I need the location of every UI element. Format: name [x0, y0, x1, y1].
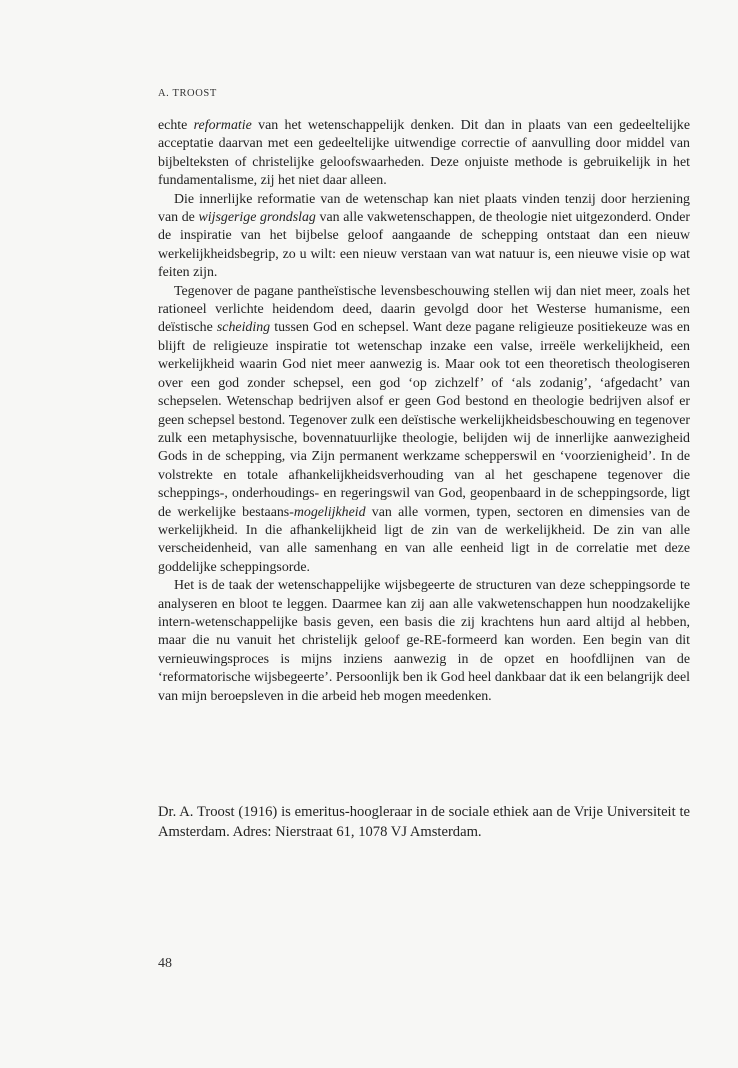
paragraph: [158, 117, 690, 191]
text-run: van alle vormen, typen, sectoren en dimensies van de werkelijkheid. In die afhankelijkheid ligt de zin van de werkelijkheid. De zin van alle verscheidenheid, van alle samenhang en van alle eenheid ligt in de correlatie met deze goddelijke scheppingsorde.: [158, 504, 690, 575]
text-run: Tegenover de pagane pantheïstische levensbeschouwing stellen wij dan niet meer, zoals het rationeel verlichte heidendom deed, daarin gevolgd door het Westerse humanisme, een deïstische: [158, 283, 690, 336]
paragraph: [158, 283, 690, 578]
italic-text: mogelijkheid: [293, 504, 366, 520]
author-note: Dr. A. Troost (1916) is emeritus-hoogleraar in de sociale ethiek aan de Vrije Universiteit te Amsterdam. Adres: Nierstraat 61, 1078 VJ Amsterdam.: [158, 804, 690, 840]
italic-text: wijsgerige grondslag: [198, 210, 316, 226]
article-body: [158, 117, 690, 706]
text-run: echte: [158, 118, 194, 133]
paragraph: [158, 577, 690, 706]
running-head: A. TROOST: [158, 88, 217, 99]
italic-text: reformatie: [193, 118, 252, 133]
text-run: tussen God en schepsel. Want deze pagane religieuze positiekeuze was en blijft de religieuze inspiratie tot wetenschap inzake een valse, irreële werkelijkheid, een werkelijkheid waarin God niet meer aanwezig is. Maar ook tot een theoretisch theologiseren over een god zonder schepsel, een god ‘op zichzelf’ of ‘als zodanig’, ‘afgedacht’ van schepselen. Wetenschap bedrijven alsof er geen God bestond en theologie bedrijven alsof er geen schepsel bestond. Tegenover zulk een deïstische werkelijkheidsbeschouwing en tegenover zulk een metaphysische, bovennatuurlijke theologie, belijden wij de innerlijke aanwezigheid Gods in de schepping, via Zijn permanent werkzame schepperswil en ‘voorzienigheid’. In de volstrekte en totale afhankelijkheidsverhouding van al het geschapene tegenover die scheppings-, onderhoudings- en regeringswil van God, geopenbaard in de scheppingsorde, ligt de werkelijke bestaans-: [158, 320, 691, 520]
paragraph: [158, 191, 690, 283]
text-run: Het is de taak der wetenschappelijke wijsbegeerte de structuren van deze scheppingsorde te analyseren en bloot te leggen. Daarmee kan zij aan alle vakwetenschappen hun noodzakelijke intern-wetenschappelijke basis geven, een basis die zij krachtens hun aard altijd al hebben, maar die nu vanuit het christelijk geloof ge-RE-formeerd kan worden. Een begin van dit vernieuwingsproces is mijns inziens aanwezig in de opzet en hoofdlijnen van de ‘reformatorische wijsbegeerte’. Persoonlijk ben ik God heel dankbaar dat ik een belangrijk deel van mijn beroepsleven in die arbeid heb mogen meedenken.: [158, 578, 690, 704]
text-run: Die innerlijke reformatie van de wetenschap kan niet plaats vinden tenzij door herziening van de: [158, 191, 690, 226]
text-run: van alle vakwetenschappen, de theologie niet uitgezonderd. Onder de inspiratie van het bijbelse geloof aangaande de schepping ontstaat dan een nieuw werkelijkheidsbegrip, zo u wilt: een nieuw verstaan van wat natuur is, een nieuwe visie op wat feiten zijn.: [158, 210, 690, 281]
page-number: 48: [158, 956, 172, 971]
text-run: van het wetenschappelijk denken. Dit dan in plaats van een gedeeltelijke acceptatie daarvan met een gedeeltelijke uitwendige correctie of aanvulling door middel van bijbelteksten of christelijke geloofswaarheden. Deze onjuiste methode is gebruikelijk in het fundamentalisme, zij het niet daar alleen.: [158, 118, 690, 189]
italic-text: scheiding: [216, 320, 271, 336]
